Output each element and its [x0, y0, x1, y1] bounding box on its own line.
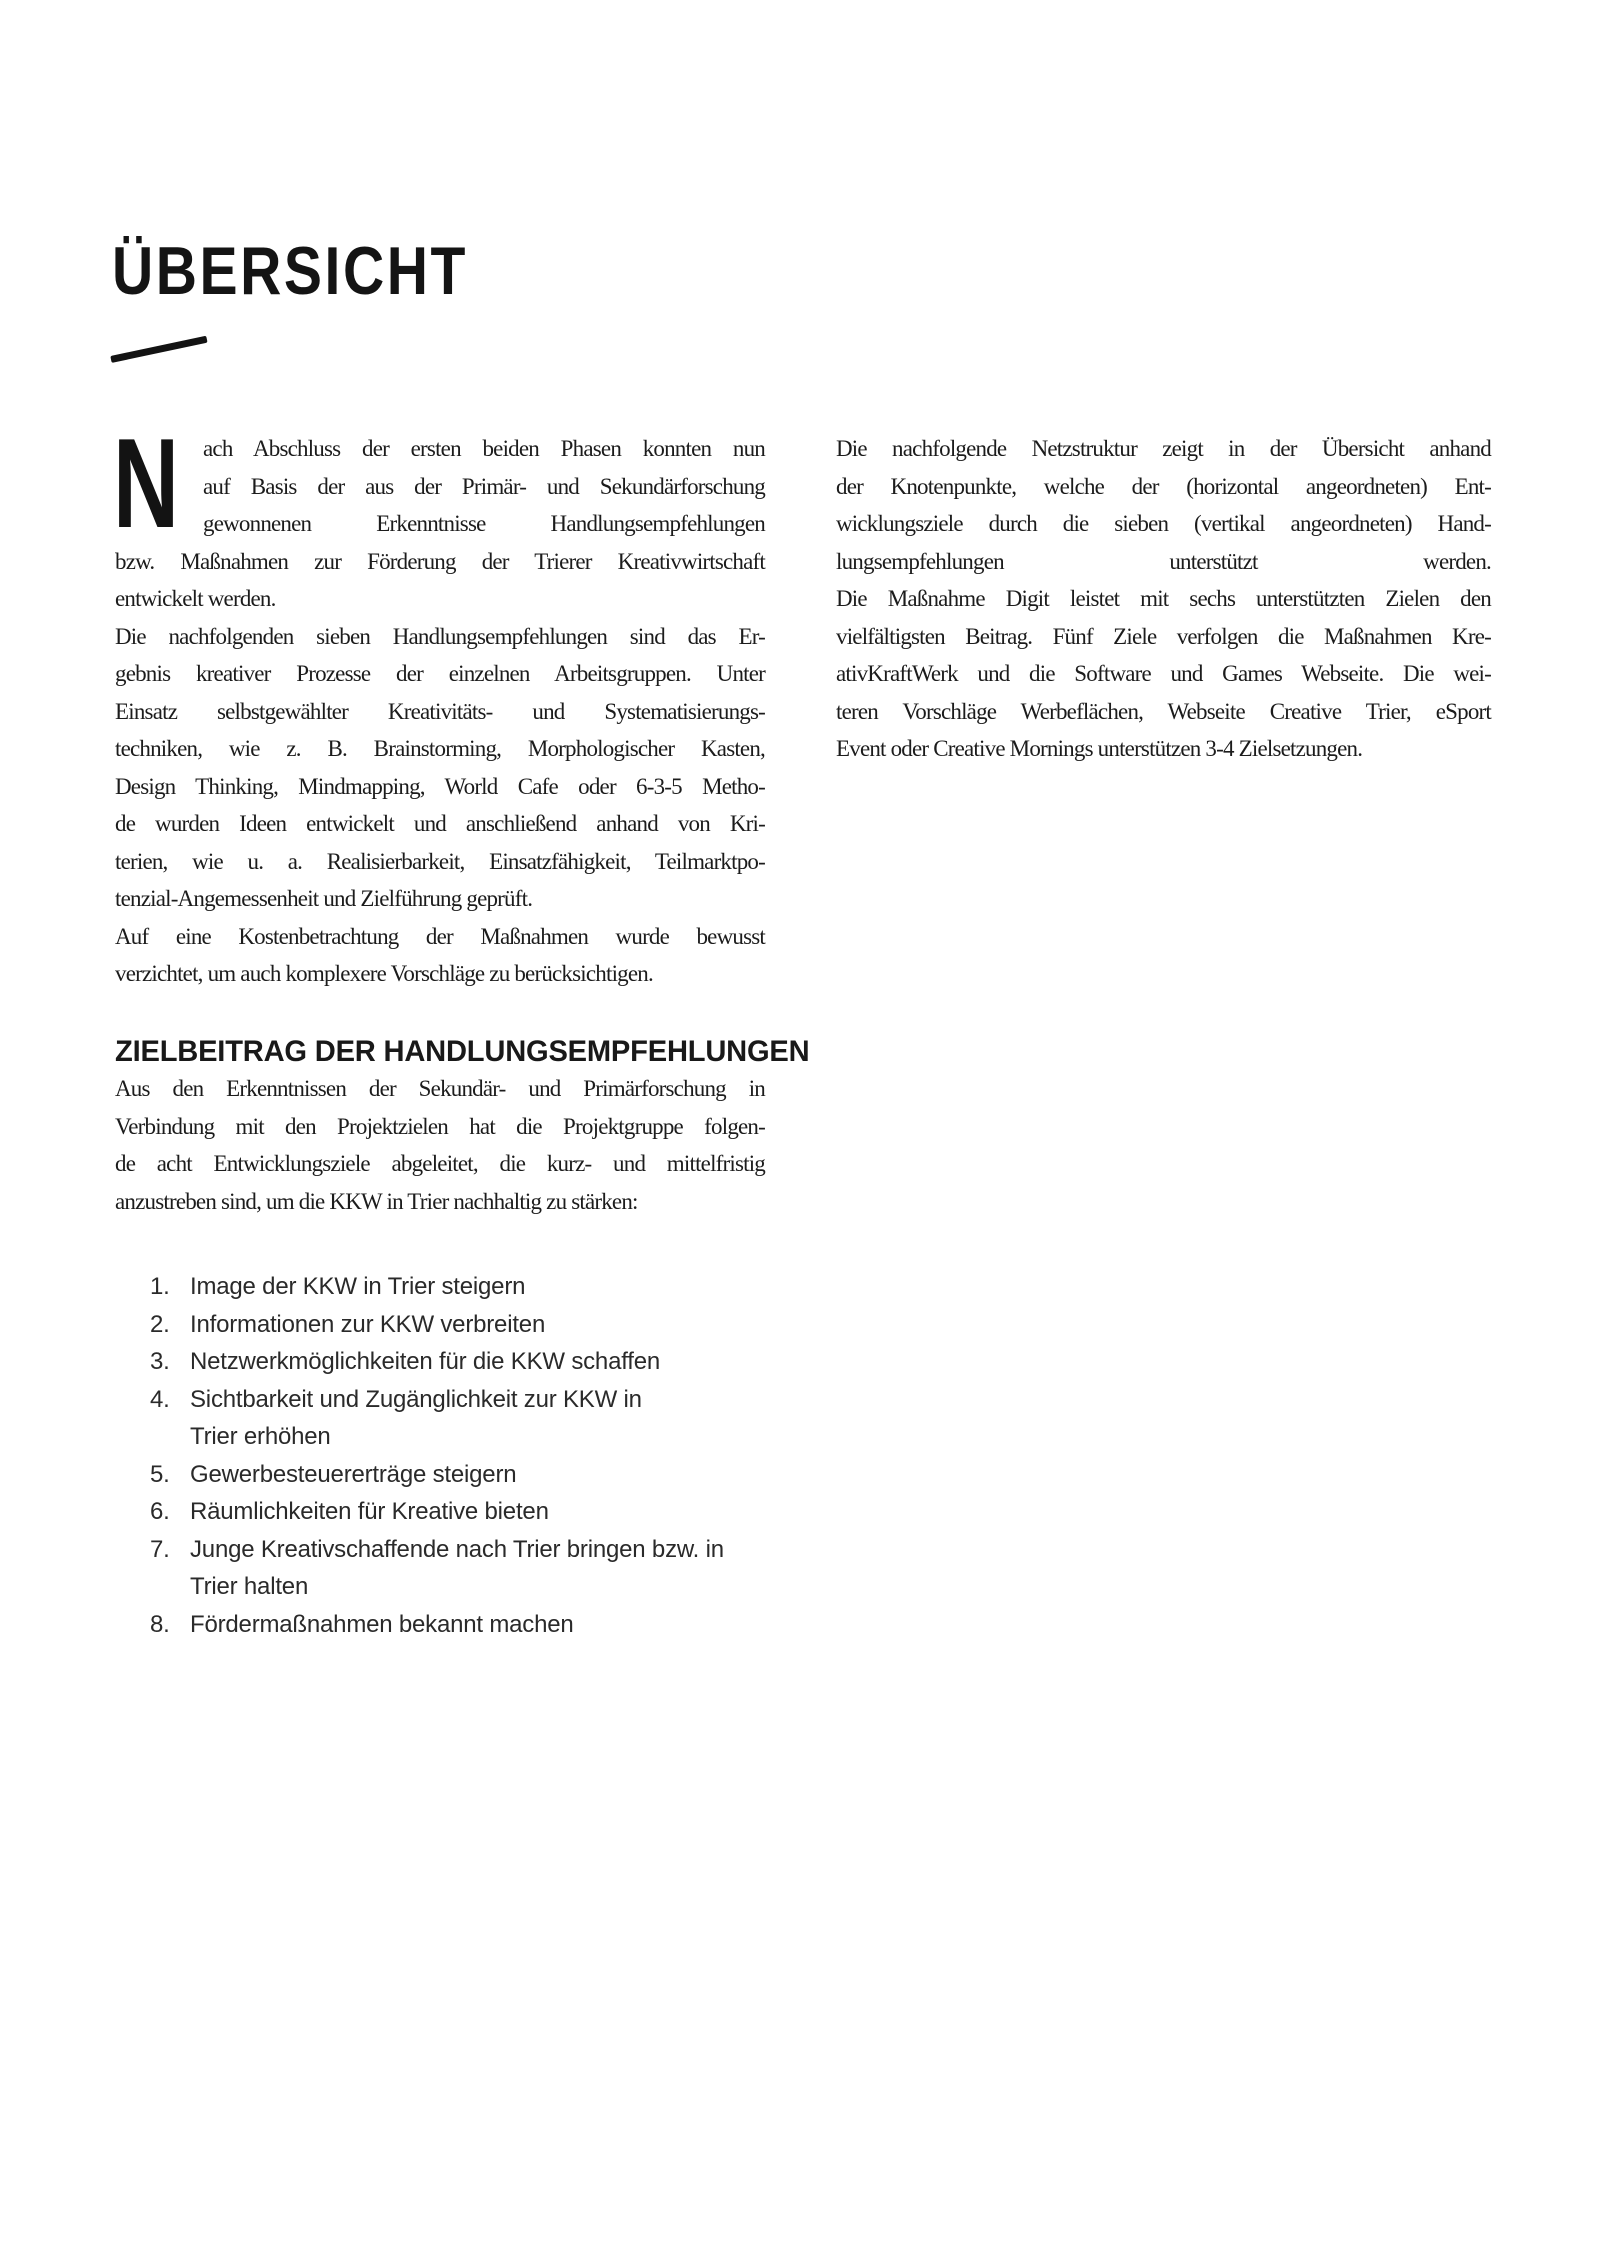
goal-number: [150, 1568, 190, 1606]
development-goals-list: [115, 1268, 765, 1643]
text-line: Die Maßnahme Digit leistet mit sechs unterstützten Zielen den: [836, 586, 1491, 611]
goal-item-line: [150, 1456, 765, 1494]
goal-text: Gewerbesteuererträge steigern: [190, 1460, 517, 1488]
page-title: ÜBERSICHT: [112, 233, 468, 309]
goal-number: 8.: [150, 1610, 170, 1638]
text-line: ativKraftWerk und die Software und Games Webseite. Die wei-: [836, 661, 1491, 686]
goal-text: Fördermaßnahmen bekannt machen: [190, 1610, 574, 1638]
goal-item-line: [150, 1268, 765, 1306]
goal-number: 1.: [150, 1273, 170, 1300]
process-paragraph: [115, 618, 765, 918]
goal-number: 2.: [150, 1310, 170, 1338]
goal-number: 7.: [150, 1535, 170, 1563]
goal-text: Sichtbarkeit und Zugänglichkeit zur KKW in: [190, 1385, 642, 1413]
goal-text: Netzwerkmöglichkeiten für die KKW schaffen: [190, 1348, 661, 1375]
goal-number: 4.: [150, 1385, 170, 1413]
goal-item-line: [150, 1493, 765, 1531]
text-line: Die nachfolgende Netzstruktur zeigt in der Übersicht anhand: [836, 436, 1491, 461]
text-line: de acht Entwicklungsziele abgeleitet, die kurz- und mittelfristig: [115, 1151, 765, 1176]
text-line: gebnis kreativer Prozesse der einzelnen Arbeitsgruppen. Unter: [115, 661, 765, 686]
text-line: tenzial-Angemessenheit und Zielführung geprüft.: [115, 886, 533, 911]
text-line: gewonnenen Erkenntnisse Handlungsempfehlungen: [203, 511, 765, 536]
goal-text: Trier erhöhen: [190, 1423, 331, 1450]
drop-cap-letter: N: [113, 412, 180, 554]
goal-item-line: [150, 1418, 765, 1456]
goal-item-line: [150, 1606, 765, 1644]
goal-text: Junge Kreativschaffende nach Trier bringen bzw. in: [190, 1535, 724, 1563]
text-line: Design Thinking, Mindmapping, World Cafe oder 6-3-5 Metho-: [115, 773, 765, 799]
text-line: anzustreben sind, um die KKW in Trier nachhaltig zu stärken:: [115, 1188, 638, 1214]
goal-item-line: [150, 1306, 765, 1344]
text-line: der Knotenpunkte, welche der (horizontal angeordneten) Ent-: [836, 473, 1491, 499]
goal-item-line: [150, 1531, 765, 1569]
goal-item-line: [150, 1381, 765, 1419]
text-line: verzichtet, um auch komplexere Vorschläge zu berücksichtigen.: [115, 961, 653, 986]
text-line: Auf eine Kostenbetrachtung der Maßnahmen wurde bewusst: [115, 923, 765, 949]
intro-paragraph-lines: [115, 430, 765, 618]
title-underline-dash: [110, 336, 207, 363]
goal-number: 5.: [150, 1460, 170, 1488]
text-line: wicklungsziele durch die sieben (vertikal angeordneten) Hand-: [836, 511, 1491, 536]
goals-intro-paragraph: [115, 1070, 765, 1220]
goal-number: 6.: [150, 1498, 170, 1525]
text-line: Event oder Creative Mornings unterstützen 3-4 Zielsetzungen.: [836, 736, 1363, 761]
text-line: Die nachfolgenden sieben Handlungsempfehlungen sind das Er-: [115, 623, 765, 649]
text-line: entwickelt werden.: [115, 586, 276, 611]
goal-number: [150, 1418, 190, 1456]
text-line: bzw. Maßnahmen zur Förderung der Trierer Kreativwirtschaft: [115, 548, 765, 574]
text-line: Aus den Erkenntnissen der Sekundär- und Primärforschung in: [115, 1076, 765, 1101]
cost-paragraph: [115, 918, 765, 993]
text-line: Verbindung mit den Projektzielen hat die Projektgruppe folgen-: [115, 1113, 765, 1139]
goal-text: Image der KKW in Trier steigern: [190, 1273, 526, 1300]
text-line: auf Basis der aus der Primär- und Sekundärforschung: [203, 473, 765, 499]
section-heading: ZIELBEITRAG DER HANDLUNGSEMPFEHLUNGEN: [115, 1034, 810, 1068]
goal-item-line: [150, 1568, 765, 1606]
intro-paragraph: [113, 412, 765, 618]
text-line: techniken, wie z. B. Brainstorming, Morphologischer Kasten,: [115, 736, 765, 761]
goal-number: 3.: [150, 1348, 170, 1375]
text-line: vielfältigsten Beitrag. Fünf Ziele verfolgen die Maßnahmen Kre-: [836, 623, 1491, 649]
text-line: Einsatz selbstgewählter Kreativitäts- und Systematisierungs-: [115, 698, 765, 724]
goal-text: Trier halten: [190, 1573, 309, 1600]
goal-item-line: [150, 1343, 765, 1381]
text-line: lungsempfehlungen unterstützt werden.: [836, 548, 1491, 574]
goal-text: Informationen zur KKW verbreiten: [190, 1310, 546, 1338]
text-line: teren Vorschläge Werbeflächen, Webseite Creative Trier, eSport: [836, 698, 1491, 724]
left-column: [113, 412, 810, 1643]
text-line: de wurden Ideen entwickelt und anschließend anhand von Kri-: [115, 811, 765, 836]
text-line: terien, wie u. a. Realisierbarkeit, Einsatzfähigkeit, Teilmarktpo-: [115, 848, 765, 874]
right-column: [836, 430, 1491, 768]
network-structure-paragraph: [836, 430, 1491, 768]
goal-text: Räumlichkeiten für Kreative bieten: [190, 1498, 549, 1525]
text-line: ach Abschluss der ersten beiden Phasen konnten nun: [203, 436, 765, 461]
